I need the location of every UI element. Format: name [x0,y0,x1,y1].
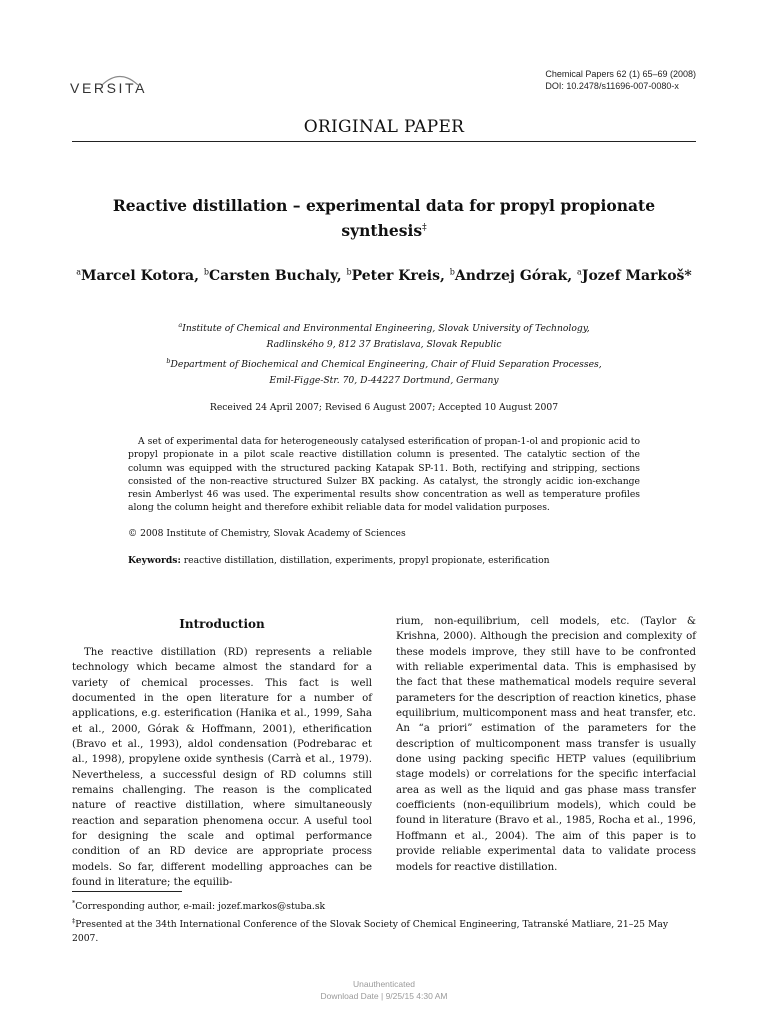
abstract: A set of experimental data for heterogeneously catalysed esterification of propan-1-ol and propionic acid to propyl propionate in a pilot scale reactive distillation column is presented. The catalytic section of the column was equipped with the structured packing Katapak SP-11. Both, rectifying and stripping, sections consisted of the non-reactive structured Sulzer BX packing. As catalyst, the strongly acidic ion-exchange resin Amberlyst 46 was used. The experimental results show concentration as well as temperature profiles along the column height and therefore exhibit reliable data for model validation purposes. [128,436,640,514]
intro-paragraph-left: The reactive distillation (RD) represents a reliable technology which became almost the standard for a variety of chemical processes. This fact is well documented in the open literature for a number of applications, e.g. esterification (Hanika et al., 1999, Saha et al., 2000, Górak & Hoffmann, 2001), etherification (Bravo et al., 1993), aldol condensation (Podrebarac et al., 1998), propylene oxide synthesis (Carrà et al., 1979). Nevertheless, a successful design of RD columns still remains challenging. The reason is the complicated nature of reactive distillation, where simultaneously reaction and separation phenomena occur. A useful tool for designing the scale and optimal performance condition of an RD device are appropriate process models. So far, different modelling approaches can be found in literature; the equilib- [72,647,372,889]
author: $^b$Carsten Buchaly, [203,267,342,284]
paper-title [72,195,696,242]
affiliation-a: $^a$Institute of Chemical and Environmental Engineering, Slovak University of Technology, Radlinského 9, 812 37 Bratislava, Slovak Republic [178,321,590,351]
keywords-text: reactive distillation, distillation, experiments, propyl propionate, esterification [183,555,550,566]
watermark-line-1: Unauthenticated [353,979,415,989]
download-watermark [0,978,768,1002]
copyright: © 2008 Institute of Chemistry, Slovak Academy of Sciences [128,528,406,539]
section-label: ORIGINAL PAPER [303,117,465,137]
author-list [72,267,696,284]
keywords-label: Keywords: [128,555,181,566]
header-rule [72,141,696,142]
footnote-corresponding: *Corresponding author, e-mail: jozef.markos@stuba.sk [72,899,326,913]
introduction-heading: Introduction [179,617,265,631]
publisher-logo [70,72,150,98]
author: $^b$Andrzej Górak, [449,267,573,284]
footnote-presented: ‡Presented at the 34th International Conference of the Slovak Society of Chemical Engineering, Tatranské Matliare, 21–25 May 2007. [72,917,669,945]
author: $^b$Peter Kreis, [346,267,445,284]
intro-paragraph-right: rium, non-equilibrium, cell models, etc. (Taylor & Krishna, 2000). Although the precision and complexity of these models improve, they still have to be confronted with reliable experimental data. This is emphasised by the fact that these mathematical models require several parameters for the description of reaction kinetics, phase equilibrium, multicomponent mass and heat transfer, etc. An “a priori” estimation of the parameters for the description of multicomponent mass transfer is usually done using packing specific HETP values (equilibrium stage models) or correlations for the specific interfacial area as well as the liquid and gas phase mass transfer coefficients (non-equilibrium models), which could be found in literature (Bravo et al., 1985, Rocha et al., 1996, Hoffmann et al., 2004). The aim of this paper is to provide reliable experimental data to validate process models for reactive distillation. [396,616,696,873]
title-line-1: Reactive distillation – experimental data for propyl propionate [112,196,656,215]
journal-citation: Chemical Papers 62 (1) 65–69 (2008) [545,69,696,79]
title-line-2: synthesis‡ [341,221,427,241]
affiliation-b: $^b$Department of Biochemical and Chemical Engineering, Chair of Fluid Separation Processes, Emil-Figge-Str. 70, D-44227 Dortmund, Germany [166,357,602,387]
footnotes [72,896,696,946]
author: $^a$Marcel Kotora, [76,267,199,284]
body-column-left [72,645,372,891]
watermark-line-2: Download Date | 9/25/15 4:30 AM [320,991,448,1001]
journal-doi[interactable]: DOI: 10.2478/s11696-007-0080-x [545,81,679,91]
title-footnote-mark: ‡ [422,223,427,233]
body-column-right [396,614,696,875]
received-dates: Received 24 April 2007; Revised 6 August 2007; Accepted 10 August 2007 [209,402,559,413]
footnote-rule [72,891,182,892]
publisher-name: VERSITA [70,80,148,96]
author: $^a$Jozef Markoš* [577,267,692,284]
journal-info [545,68,696,92]
keywords [128,555,668,566]
